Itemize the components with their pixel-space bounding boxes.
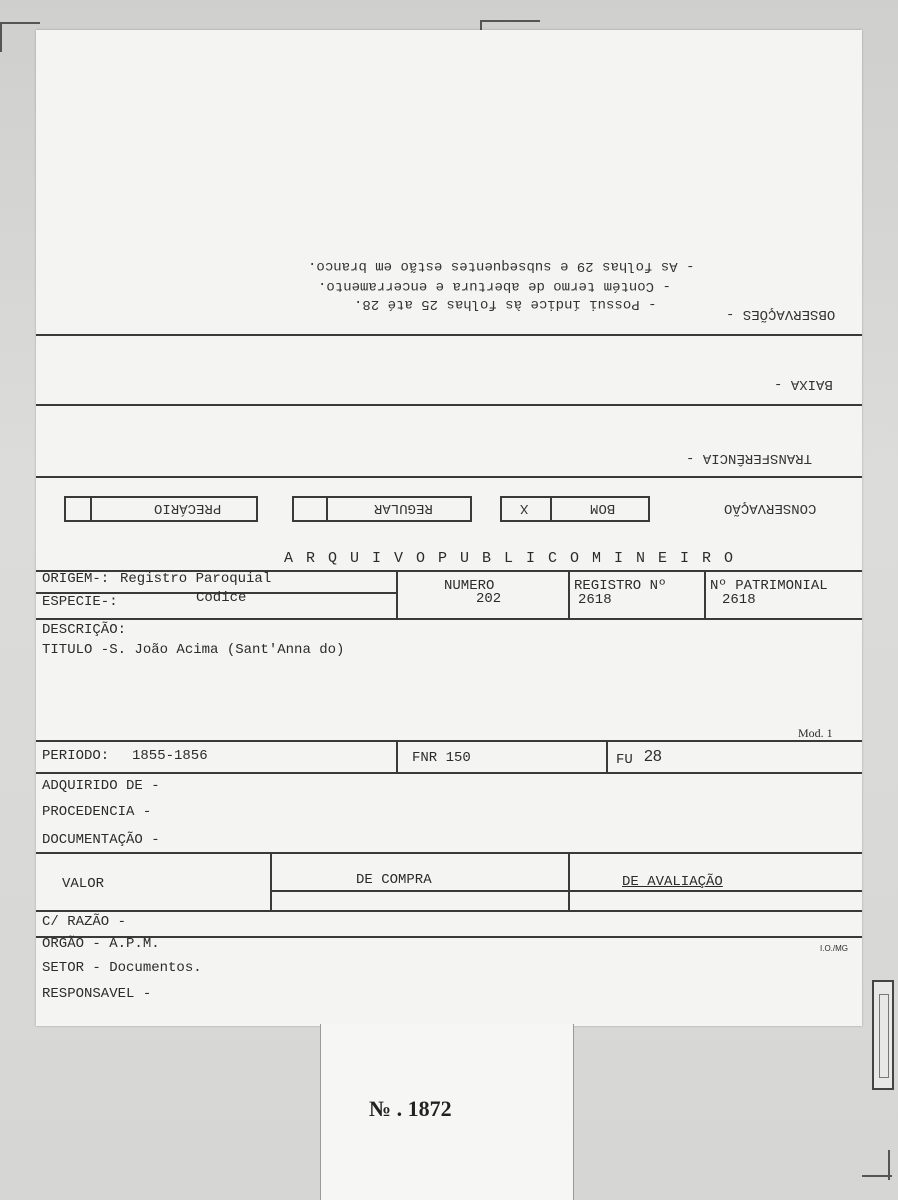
razao-label: C/ RAZÃO - (42, 914, 127, 930)
patrimonial-label: Nº PATRIMONIAL (710, 578, 828, 594)
side-tab-inner (879, 994, 889, 1078)
periodo-label: PERIODO: (42, 748, 110, 764)
obs-line-1: - Possui índice às folhas 25 até 28. (354, 296, 657, 312)
de-avaliacao-label: DE AVALIAÇÃO (622, 874, 723, 890)
divider (36, 476, 862, 478)
divider (396, 740, 398, 772)
divider (36, 772, 862, 774)
setor-label: SETOR - Documentos. (42, 960, 202, 976)
crop-mark-top-left (0, 22, 40, 24)
regular-label: REGULAR (374, 500, 433, 516)
printer-mark: I.O./MG (820, 944, 848, 953)
divider (270, 890, 862, 892)
fnr-value: FNR 150 (412, 750, 471, 766)
precario-box (64, 496, 258, 522)
registro-value: 2618 (578, 592, 612, 608)
origem-label: ORIGEM-: (42, 571, 110, 587)
patrimonial-value: 2618 (722, 592, 756, 608)
divider (704, 570, 706, 620)
transferencia-label: TRANSFERÊNCIA - (686, 450, 813, 466)
periodo-value: 1855-1856 (132, 748, 208, 764)
crop-mark-top-center-h (480, 20, 540, 22)
divider (36, 618, 862, 620)
adquirido-label: ADQUIRIDO DE - (42, 778, 160, 794)
archive-card (36, 30, 862, 1026)
divider (606, 740, 608, 772)
conservacao-label: CONSERVAÇÃO (724, 500, 817, 516)
divider (36, 910, 862, 912)
divider (36, 852, 862, 854)
valor-label: VALOR (62, 876, 105, 892)
number-ticket (320, 1024, 574, 1200)
divider (36, 740, 862, 742)
baixa-label: BAIXA - (774, 376, 833, 392)
observacoes-label: OBSERVAÇÕES - (726, 306, 836, 322)
numero-value: 202 (476, 591, 502, 607)
numero-label: NUMERO (444, 578, 495, 594)
fu-value: 28 (644, 748, 662, 765)
divider (568, 570, 570, 620)
divider (36, 334, 862, 336)
fu-label: FU (616, 752, 633, 768)
regular-box (292, 496, 472, 522)
side-tab (872, 980, 894, 1090)
bom-mark: X (520, 500, 529, 516)
bom-box (500, 496, 650, 522)
especie-label: ESPECIE-: (42, 594, 118, 610)
precario-label: PRECÁRIO (154, 500, 222, 516)
documentacao-label: DOCUMENTAÇÃO - (42, 832, 160, 848)
crop-mark-bottom-right-v (888, 1150, 890, 1180)
archive-header: A R Q U I V O P U B L I C O M I N E I R O (284, 550, 736, 567)
origem-value: Registro Paroquial (120, 571, 272, 587)
responsavel-label: RESPONSAVEL - (42, 986, 152, 1002)
model-mark: Mod. 1 (798, 726, 833, 740)
procedencia-label: PROCEDENCIA - (42, 804, 152, 820)
descricao-label: DESCRIÇÃO: (42, 622, 127, 638)
de-compra-label: DE COMPRA (356, 872, 432, 888)
divider (550, 498, 552, 520)
divider (36, 404, 862, 406)
divider (568, 852, 570, 910)
bom-label: BOM (590, 500, 616, 516)
obs-line-2: - Contém termo de abertura e encerramento. (318, 278, 671, 294)
divider (396, 570, 398, 620)
registro-label: REGISTRO Nº (574, 578, 667, 594)
divider (90, 498, 92, 520)
divider (270, 852, 272, 910)
titulo-text: TITULO -S. João Acima (Sant'Anna do) (42, 642, 345, 658)
ticket-number: № . 1872 (369, 1096, 452, 1121)
divider (326, 498, 328, 520)
orgao-label: ORGÃO - A.P.M. (42, 936, 160, 952)
obs-line-3: - As folhas 29 e subsequentes estão em branco. (308, 258, 695, 274)
crop-mark-top-left-v (0, 22, 2, 52)
especie-value: Codice (196, 590, 247, 606)
